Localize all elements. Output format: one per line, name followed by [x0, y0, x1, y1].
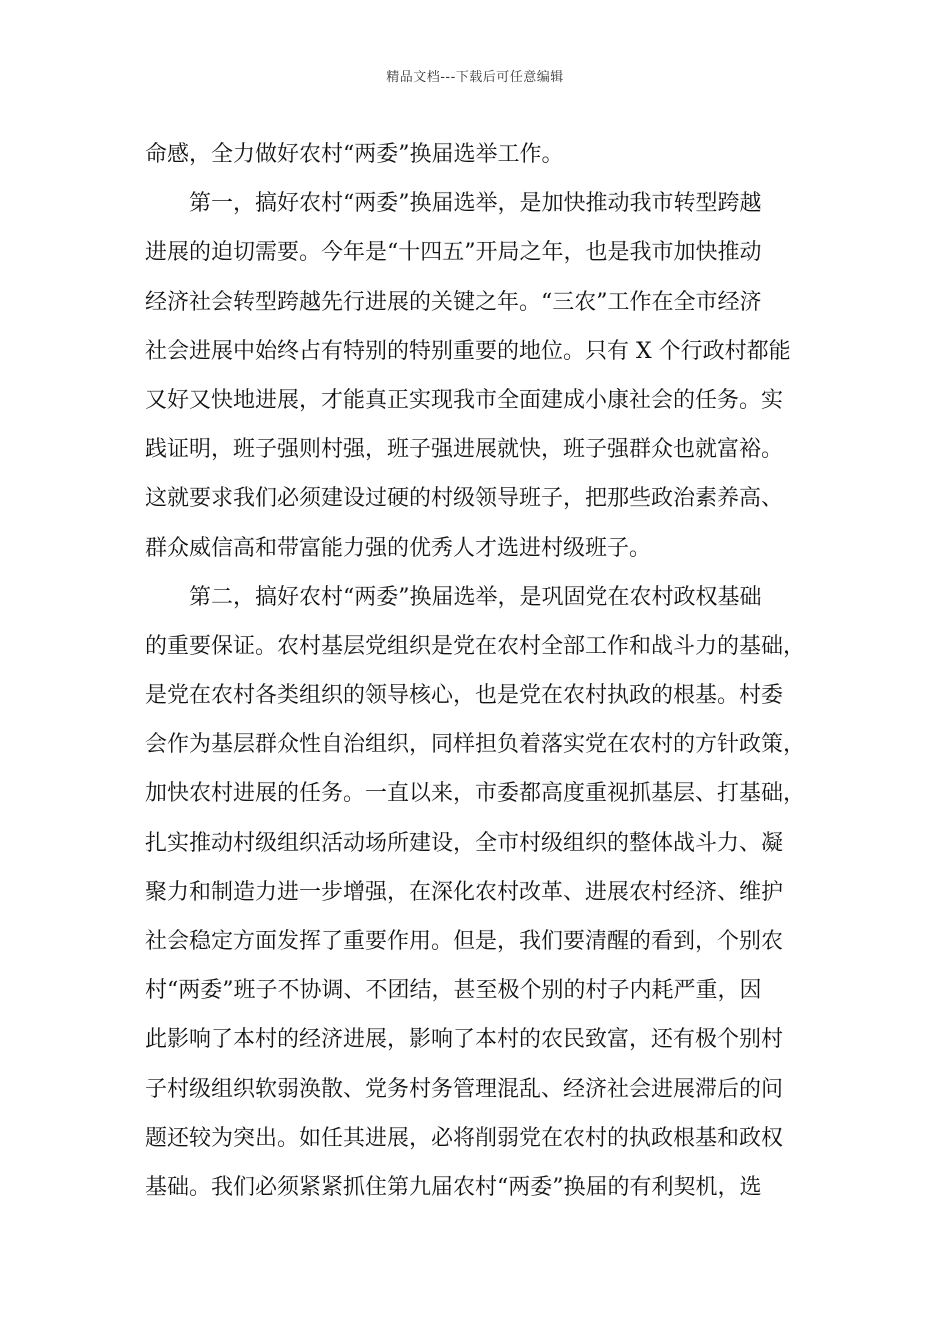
- text-line: 这就要求我们必须建设过硬的村级领导班子，把那些政治素养高、: [145, 486, 784, 512]
- text-line: 践证明，班子强则村强，班子强进展就快，班子强群众也就富裕。: [145, 437, 784, 463]
- text-line: 加快农村进展的任务。一直以来，市委都高度重视抓基层、打基础，: [145, 781, 806, 807]
- text-line: 基础。我们必须紧紧抓住第九届农村“两委”换届的有利契机，选: [145, 1174, 762, 1200]
- text-line: 扎实推动村级组织活动场所建设，全市村级组织的整体战斗力、凝: [145, 830, 784, 856]
- page-header: 精品文档---下载后可任意编辑: [386, 70, 564, 85]
- text-line: 的重要保证。农村基层党组织是党在农村全部工作和战斗力的基础，: [145, 633, 806, 659]
- document-body: [145, 130, 817, 1212]
- text-line: 命感，全力做好农村“两委”换届选举工作。: [145, 142, 564, 167]
- text-line: 此影响了本村的经济进展，影响了本村的农民致富，还有极个别村: [145, 1027, 784, 1053]
- text-line: 经济社会转型跨越先行进展的关键之年。“三农”工作在全市经济: [145, 289, 762, 315]
- text-line: 聚力和制造力进一步增强，在深化农村改革、进展农村经济、维护: [145, 879, 784, 905]
- text-line: 群众威信高和带富能力强的优秀人才选进村级班子。: [145, 535, 652, 561]
- text-line: 会作为基层群众性自治组织，同样担负着落实党在农村的方针政策，: [145, 732, 806, 758]
- text-line: 第一，搞好农村“两委”换届选举，是加快推动我市转型跨越: [189, 191, 762, 217]
- text-line: 子村级组织软弱涣散、党务村务管理混乱、经济社会进展滞后的问: [145, 1076, 784, 1102]
- text-line: 又好又快地进展，才能真正实现我市全面建成小康社会的任务。实: [145, 387, 784, 413]
- text-line: 社会稳定方面发挥了重要作用。但是，我们要清醒的看到，个别农: [145, 929, 784, 954]
- text-line: 是党在农村各类组织的领导核心，也是党在农村执政的根基。村委: [145, 683, 784, 709]
- text-line: 社会进展中始终占有特别的特别重要的地位。只有 X 个行政村都能: [145, 338, 791, 364]
- text-line: 题还较为突出。如任其进展，必将削弱党在农村的执政根基和政权: [145, 1125, 784, 1151]
- text-line: 进展的迫切需要。今年是“十四五”开局之年，也是我市加快推动: [145, 240, 762, 266]
- text-line: 第二，搞好农村“两委”换届选举，是巩固党在农村政权基础: [189, 584, 762, 610]
- text-line: 村“两委”班子不协调、不团结，甚至极个别的村子内耗严重，因: [145, 978, 762, 1004]
